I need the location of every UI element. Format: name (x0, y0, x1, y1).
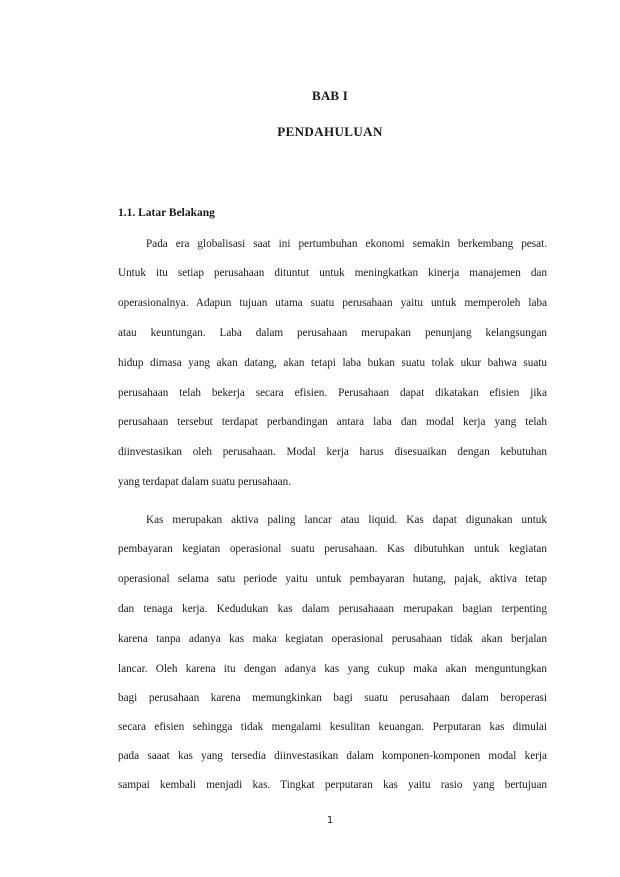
paragraph-line: sampai kembali menjadi kas. Tingkat perputaran kas yaitu rasio yang bertujuan (118, 779, 547, 791)
paragraph-line: pada saaat kas yang tersedia diinvestasikan dalam komponen-komponen modal kerja (118, 750, 547, 762)
paragraph-line: Untuk itu setiap perusahaan dituntut untuk meningkatkan kinerja manajemen dan (118, 267, 547, 279)
paragraph-line: hidup dimasa yang akan datang, akan tetapi laba bukan suatu tolak ukur bahwa suatu (118, 357, 547, 369)
paragraph-line: atau keuntungan. Laba dalam perusahaan merupakan penunjang kelangsungan (118, 327, 547, 339)
paragraph-line: perusahaan telah bekerja secara efisien. Perusahaan dapat dikatakan efisien jika (118, 387, 547, 399)
paragraph-line: yang terdapat dalam suatu perusahaan. (118, 476, 292, 488)
page-number: 1 (326, 815, 334, 826)
paragraph-line: karena tanpa adanya kas maka kegiatan operasional perusahaan tidak akan berjalan (118, 633, 547, 645)
chapter-label: BAB I (311, 88, 349, 103)
paragraph-line: perusahaan tersebut terdapat perbandingan antara laba dan modal kerja yang telah (118, 416, 547, 428)
paragraph-line: pembayaran kegiatan operasional suatu perusahaan. Kas dibutuhkan untuk kegiatan (118, 543, 547, 555)
section-heading: 1.1. Latar Belakang (118, 207, 215, 219)
paragraph-line: operasional selama satu periode yaitu untuk pembayaran hutang, pajak, aktiva tetap (118, 573, 547, 585)
paragraph-line: lancar. Oleh karena itu dengan adanya kas yang cukup maka akan menguntungkan (118, 663, 547, 675)
paragraph-line: Kas merupakan aktiva paling lancar atau liquid. Kas dapat digunakan untuk (146, 514, 547, 526)
paragraph-line: secara efisien sehingga tidak mengalami kesulitan keuangan. Perputaran kas dimulai (118, 721, 547, 733)
paragraph-line: diinvestasikan oleh perusahaan. Modal kerja harus disesuaikan dengan kebutuhan (118, 446, 547, 458)
paragraph-line: operasionalnya. Adapun tujuan utama suatu perusahaan yaitu untuk memperoleh laba (118, 297, 547, 309)
paragraph-line: dan tenaga kerja. Kedudukan kas dalam perusahaaan merupakan bagian terpenting (118, 603, 547, 615)
paragraph-line: bagi perusahaan karena memungkinkan bagi suatu perusahaan dalam beroperasi (118, 692, 547, 704)
chapter-title: PENDAHULUAN (277, 124, 383, 139)
paragraph-line: Pada era globalisasi saat ini pertumbuhan ekonomi semakin berkembang pesat. (146, 238, 547, 250)
